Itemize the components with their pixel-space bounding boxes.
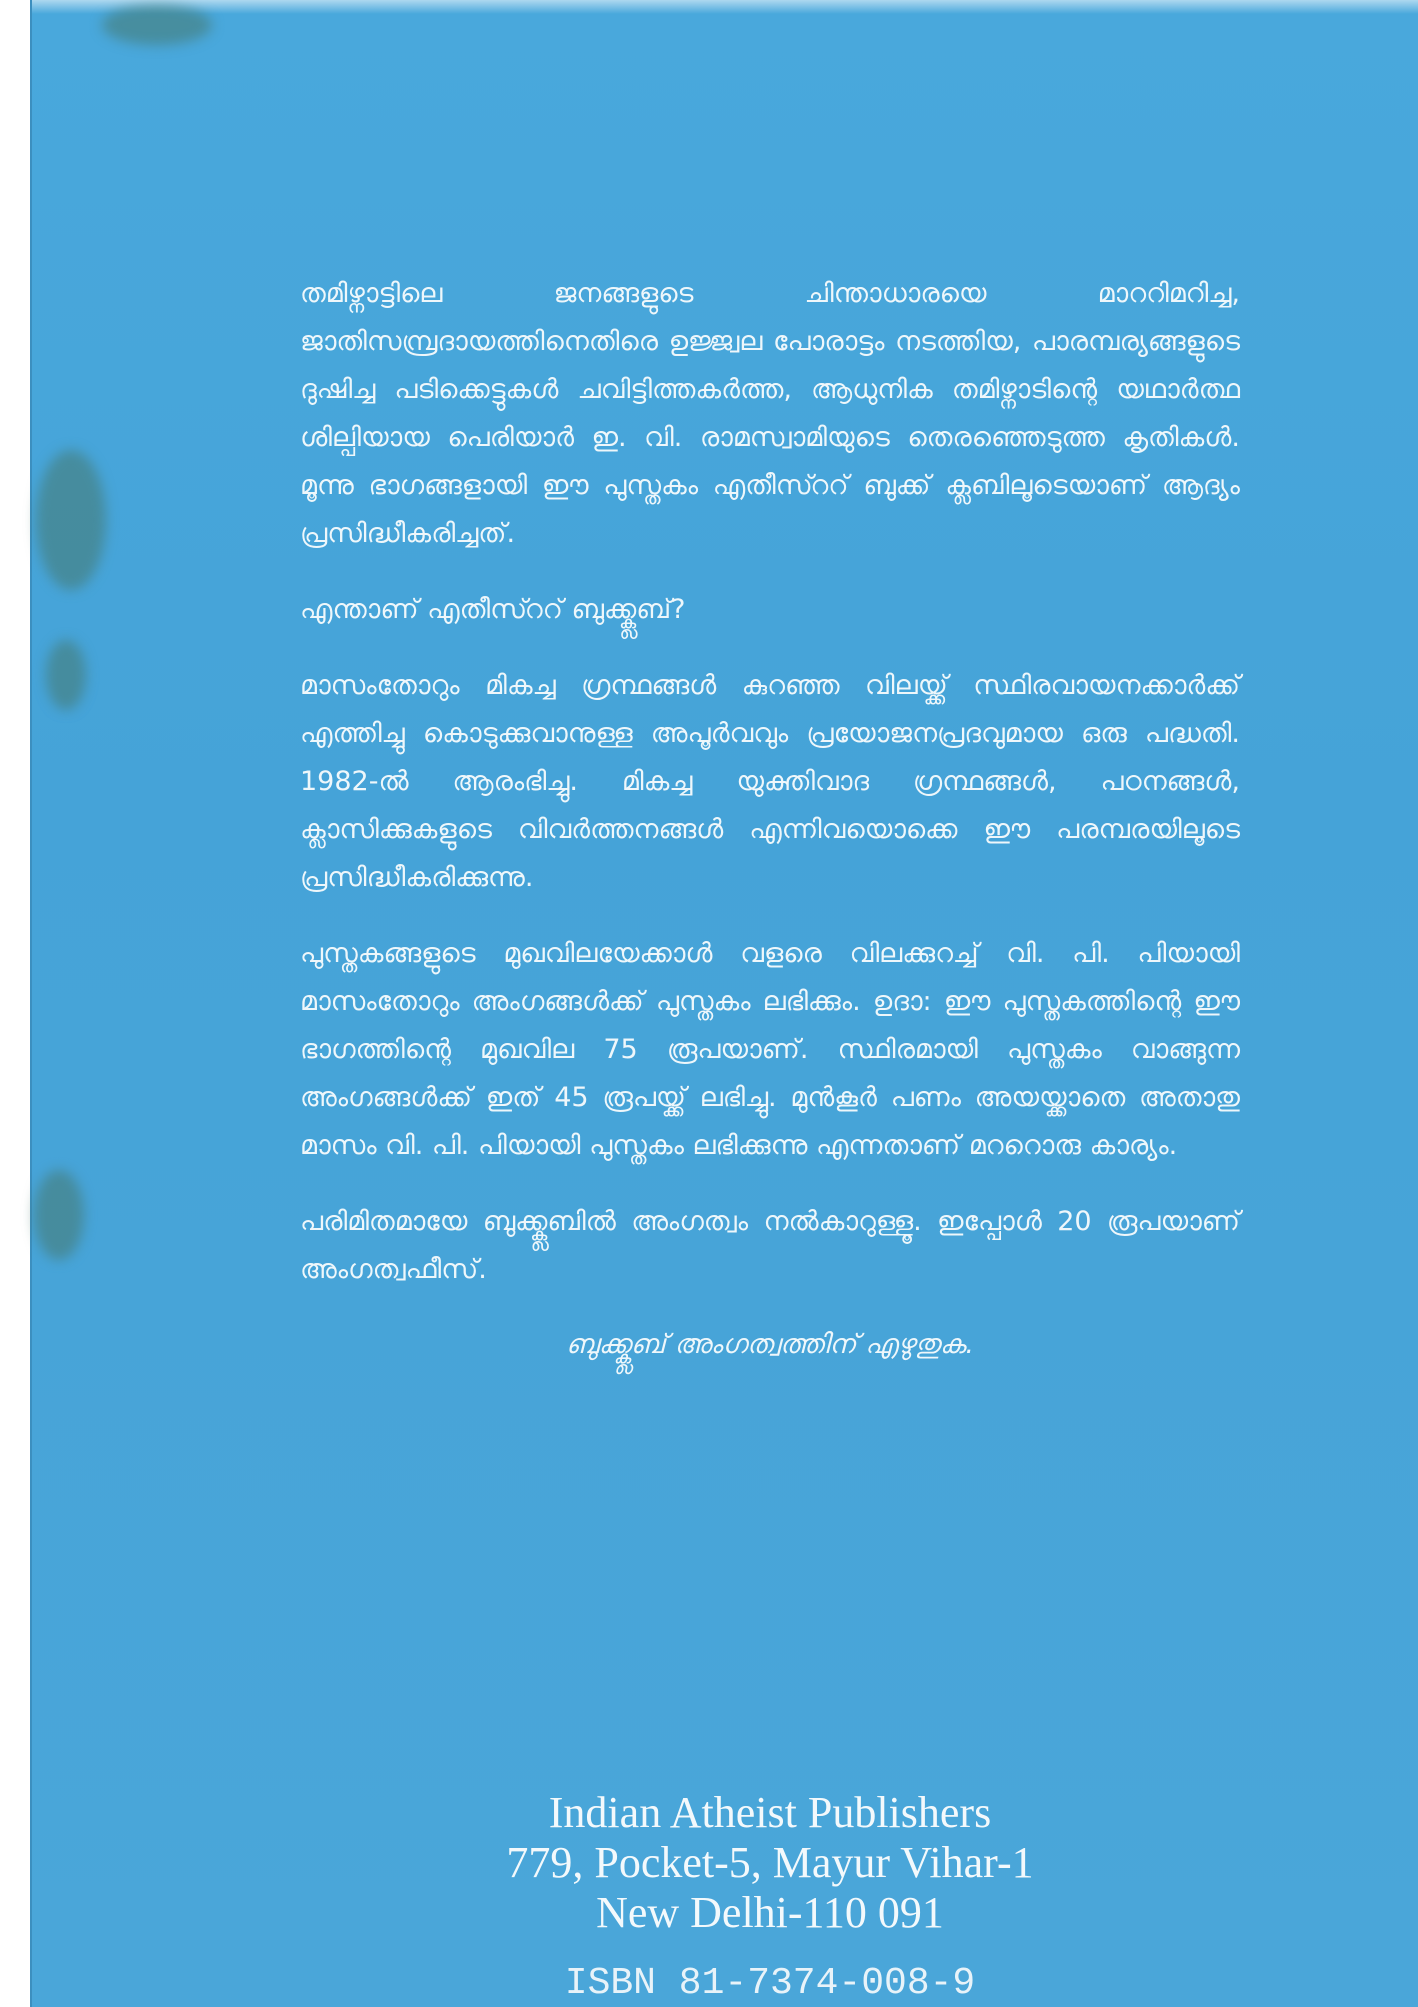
publisher-address: [300, 1788, 1240, 1938]
water-stain: [102, 5, 212, 45]
water-stain: [34, 1170, 84, 1260]
publisher-street: 779, Pocket-5, Mayur Vihar-1: [506, 1838, 1034, 1887]
description-text: [300, 270, 1240, 1396]
membership-fee-paragraph: പരിമിതമായേ ബുക്ക്ക്ലബിൽ അംഗത്വം നൽകാറുള്ളൂ. ഇപ്പോൾ 20 രൂപയാണ് അംഗത്വഫീസ്.: [300, 1206, 1240, 1285]
water-stain: [36, 450, 106, 590]
publisher-name: Indian Atheist Publishers: [548, 1788, 992, 1837]
book-club-paragraph: മാസംതോറും മികച്ച ഗ്രന്ഥങ്ങൾ കുറഞ്ഞ വിലയ്ക്ക് സ്ഥിരവായനക്കാർക്ക് എത്തിച്ചു കൊടുക്കുവാനുള്ള അപൂർവവും പ്രയോജനപ്രദവുമായ ഒരു പദ്ധതി. 1982-ൽ ആരംഭിച്ചു. മികച്ച യുക്തിവാദ ഗ്രന്ഥങ്ങൾ, പഠനങ്ങൾ, ക്ലാസിക്കുകളുടെ വിവർത്തനങ്ങൾ എന്നിവയൊക്കെ ഈ പരമ്പരയിലൂടെ പ്രസിദ്ധീകരിക്കുന്നു.: [300, 670, 1240, 893]
write-for-membership: ബുക്ക്ക്ലബ് അംഗത്വത്തിന് എഴുതുക.: [565, 1329, 974, 1360]
water-stain: [46, 640, 86, 710]
membership-paragraph: പുസ്തകങ്ങളുടെ മുഖവിലയേക്കാൾ വളരെ വിലക്കുറച്ച് വി. പി. പിയായി മാസംതോറും അംഗങ്ങൾക്ക് പുസ്തകം ലഭിക്കും. ഉദാ: ഈ പുസ്തകത്തിന്റെ ഈ ഭാഗത്തിന്റെ മുഖവില 75 രൂപയാണ്. സ്ഥിരമായി പുസ്തകം വാങ്ങുന്ന അംഗങ്ങൾക്ക് ഇത് 45 രൂപയ്ക്ക് ലഭിച്ചു. മുൻകൂർ പണം അയയ്ക്കാതെ അതാതു മാസം വി. പി. പിയായി പുസ്തകം ലഭിക്കുന്നു എന്നതാണ് മററൊരു കാര്യം.: [300, 938, 1240, 1161]
intro-paragraph: തമിഴ്നാട്ടിലെ ജനങ്ങളുടെ ചിന്താധാരയെ മാററിമറിച്ച, ജാതിസമ്പ്രദായത്തിനെതിരെ ഉജ്ജ്വല പോരാട്ടം നടത്തിയ, പാരമ്പര്യങ്ങളുടെ ദുഷിച്ച പടിക്കെട്ടുകൾ ചവിട്ടിത്തകർത്ത, ആധുനിക തമിഴ്നാടിന്റെ യഥാർത്ഥ ശില്പിയായ പെരിയാർ ഇ. വി. രാമസ്വാമിയുടെ തെരഞ്ഞെടുത്ത കൃതികൾ. മൂന്നു ഭാഗങ്ങളായി ഈ പുസ്തകം എതീസ്ററ് ബുക്ക് ക്ലബിലൂടെയാണ് ആദ്യം പ്രസിദ്ധീകരിച്ചത്.: [300, 278, 1240, 549]
isbn-number: ISBN 81-7374-008-9: [564, 1962, 976, 2005]
book-club-question: എന്താണ് എതീസ്ററ് ബുക്ക്ക്ലബ്?: [300, 594, 686, 625]
publisher-city: New Delhi-110 091: [596, 1888, 944, 1937]
